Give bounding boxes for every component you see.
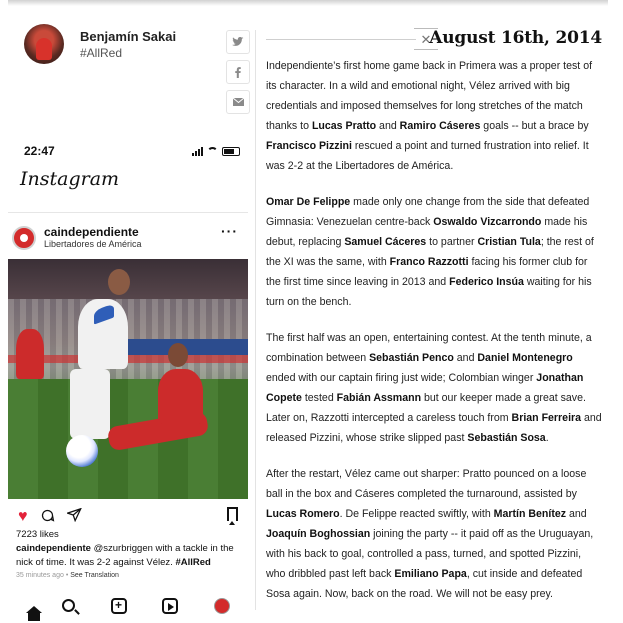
paragraph-text: rescued a point and turned frustration into relief. It was 2-2 at the Libertadores de América. [266, 140, 589, 172]
top-shadow [8, 0, 608, 6]
article [266, 26, 602, 604]
player-name: Federico Insúa [449, 276, 524, 288]
ig-action-bar [8, 499, 248, 527]
player-name: Cristian Tula [477, 236, 541, 248]
email-share-button[interactable] [226, 90, 250, 114]
email-icon [233, 98, 244, 106]
author-hashtag[interactable]: #AllRed [80, 45, 123, 60]
player-name: Francisco Pizzini [266, 140, 352, 152]
paragraph-text: After the restart, Vélez came out sharper: Pratto pounced on a loose ball in the box and Cáseres completed the turnaround, assisted by [266, 468, 587, 500]
paragraph-text: ; the rest of the XI was the same, with [266, 236, 594, 268]
player-name: Samuel Cáceres [344, 236, 427, 248]
club-crest-icon[interactable] [12, 226, 36, 250]
paragraph-text: and [376, 120, 400, 132]
search-icon[interactable] [62, 599, 75, 612]
status-time: 22:47 [24, 144, 55, 158]
paragraph-text: and released Pizzini, whose strike slipped past [266, 412, 602, 444]
photo-player-red-left [16, 329, 44, 379]
instagram-embed [8, 140, 248, 612]
caption-hashtag[interactable]: #AllRed [175, 557, 211, 569]
article-date: August 16th, 2014 [429, 28, 602, 48]
player-name: Brian Ferreira [511, 412, 582, 424]
caption-username[interactable]: caindependiente [16, 543, 91, 554]
share-send-icon[interactable] [67, 508, 82, 526]
photo-player-red [158, 369, 203, 424]
post-meta [8, 571, 248, 579]
player-name: Oswaldo Vizcarrondo [433, 216, 542, 228]
twitter-icon [232, 37, 244, 47]
player-name: Fabián Assmann [336, 392, 422, 404]
facebook-share-button[interactable] [226, 60, 250, 84]
comment-icon[interactable] [40, 508, 55, 527]
photo-ad-board [128, 339, 248, 355]
see-translation-link[interactable]: See Translation [70, 571, 119, 579]
paragraph-text: waiting for his turn on the bench. [266, 276, 592, 308]
player-name: Omar De Felippe [266, 196, 351, 208]
player-name: Ramiro Cáseres [399, 120, 481, 132]
phone-status-bar [8, 140, 248, 162]
status-icons [192, 147, 240, 156]
paragraph-text: Independiente’s first home game back in Primera was a proper test of its character. In a wild and emotional night, Vélez arrived with big credentials and imposed themselves for long stretches of the match thanks to [266, 60, 593, 132]
meta-separator: • [65, 571, 69, 579]
player-name: Lucas Pratto [311, 120, 377, 132]
twitter-share-button[interactable] [226, 30, 250, 54]
ig-location[interactable]: Libertadores de América [44, 238, 142, 249]
player-name: Sebastián Penco [369, 352, 454, 364]
photo-ball [66, 435, 98, 467]
author-text [80, 29, 176, 60]
ig-account-block [44, 226, 142, 249]
battery-icon [222, 147, 240, 156]
new-post-icon[interactable]: + [111, 598, 127, 614]
player-name: Jonathan Copete [266, 372, 584, 404]
paragraph-text: and [566, 508, 587, 520]
paragraph-text: ended with our captain firing just wide; Colombian winger [266, 372, 537, 384]
paragraph-text: and [453, 352, 478, 364]
ig-post-header [8, 213, 248, 255]
photo-player-white-legs [70, 369, 110, 439]
paragraph-text: made only one change from the side that defeated Gimnasia: Venezuelan centre-back [266, 196, 590, 228]
reels-icon[interactable] [162, 598, 178, 614]
paragraph-text: but our keeper made a great save. Later on, Razzotti intercepted a careless touch from [266, 392, 586, 424]
post-time: 35 minutes ago [16, 571, 64, 579]
instagram-logo: Instagram [20, 168, 120, 190]
paragraph-text: facing his former club for the first time since leaving in 2013 and [266, 256, 588, 288]
profile-icon[interactable] [214, 598, 230, 614]
paragraph-text: tested [301, 392, 337, 404]
more-options-icon[interactable]: ··· [221, 223, 238, 239]
player-name: Franco Razzotti [389, 256, 469, 268]
crest-emblem-icon: ✕ [414, 28, 438, 50]
wifi-icon [207, 147, 218, 155]
paragraph-text: made his debut, replacing [266, 216, 588, 248]
like-count[interactable]: 7223 likes [16, 529, 59, 540]
paragraph-text: The first half was an open, entertaining contest. At the tenth minute, a combination between [266, 332, 592, 364]
share-buttons [226, 30, 250, 120]
author-block [24, 24, 176, 64]
paragraph-text: , cut inside and defeated Sosa again. Now, back on the road. We will not be easy prey. [266, 568, 583, 600]
photo-ad-board-red [8, 355, 248, 363]
article-paragraph-2 [266, 192, 602, 312]
ig-account-name[interactable]: caindependiente [44, 225, 139, 240]
paragraph-text: . De Felippe reacted swiftly, with [339, 508, 494, 520]
player-name: Emiliano Papa [394, 568, 467, 580]
caption-text: @szurbriggen with a tackle in the nick of time. It was 2-2 against Vélez. [16, 543, 234, 569]
article-paragraph-1 [266, 56, 602, 176]
photo-player-white-head [108, 269, 130, 295]
player-name: Martín Benítez [493, 508, 567, 520]
player-name: Daniel Montenegro [477, 352, 573, 364]
date-rule [266, 39, 416, 40]
article-paragraph-3 [266, 328, 602, 448]
post-photo[interactable] [8, 259, 248, 499]
player-name: Sebastián Sosa [467, 432, 546, 444]
paragraph-text: joining the party -- it paid off as the Uruguayan, with his back to goal, controlled a pass, turned, and spotted Pizzini, who dribbled past left back [266, 528, 594, 580]
signal-icon [192, 147, 203, 156]
player-name: Lucas Romero [266, 508, 340, 520]
author-name[interactable]: Benjamín Sakai [80, 28, 177, 44]
facebook-icon [235, 67, 241, 78]
post-caption [8, 540, 248, 571]
bookmark-icon[interactable] [227, 507, 238, 521]
ig-bottom-nav [8, 591, 248, 621]
column-separator [255, 30, 256, 610]
paragraph-text: . [545, 432, 549, 444]
player-name: Joaquín Boghossian [266, 528, 371, 540]
photo-player-red-head [168, 343, 188, 367]
paragraph-text: to partner [426, 236, 478, 248]
author-avatar[interactable] [24, 24, 64, 64]
date-row [266, 26, 602, 52]
like-heart-icon[interactable]: ♥ [18, 508, 28, 525]
paragraph-text: goals -- but a brace by [480, 120, 589, 132]
article-paragraph-4 [266, 464, 602, 604]
